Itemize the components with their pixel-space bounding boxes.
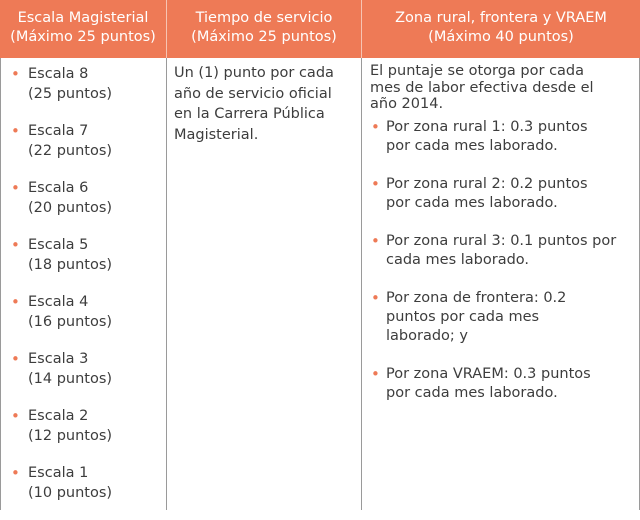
scale-points: (10 puntos): [28, 485, 113, 501]
zone-line: Por zona rural 3: 0.1 puntos por: [386, 233, 617, 249]
list-item: [362, 365, 639, 415]
header-escala-magisterial: [0, 0, 167, 58]
bullet-icon: •: [11, 65, 20, 83]
zone-intro: [370, 63, 638, 113]
service-line: en la Carrera Pública: [174, 106, 325, 122]
header-title: Escala Magisterial: [17, 10, 149, 26]
header-max: (Máximo 40 puntos): [428, 29, 574, 45]
table-header: [0, 0, 640, 58]
scale-text: [28, 406, 112, 446]
intro-line: año 2014.: [370, 96, 444, 112]
scale-text: [28, 292, 112, 332]
zone-text: [386, 289, 638, 346]
bullet-icon: •: [11, 407, 20, 425]
list-item: [1, 178, 167, 235]
bullet-icon: •: [11, 236, 20, 254]
zone-line: por cada mes laborado.: [386, 138, 558, 154]
scale-name: Escala 2: [28, 408, 89, 424]
bullet-icon: •: [11, 464, 20, 482]
scale-text: [28, 235, 112, 275]
zone-line: por cada mes laborado.: [386, 385, 558, 401]
service-line: año de servicio oficial: [174, 85, 332, 102]
header-zona-rural: [362, 0, 640, 58]
scale-name: Escala 6: [28, 180, 89, 196]
scale-points: (16 puntos): [28, 314, 113, 330]
scale-points: (18 puntos): [28, 257, 113, 273]
column-escala-magisterial: [0, 58, 167, 510]
header-max: (Máximo 25 puntos): [191, 29, 337, 45]
scale-text: [28, 121, 112, 161]
bullet-icon: •: [11, 122, 20, 140]
column-zona-rural: [362, 58, 640, 510]
header-max: (Máximo 25 puntos): [10, 29, 156, 45]
header-title: Zona rural, frontera y VRAEM: [395, 10, 607, 26]
bullet-icon: •: [11, 179, 20, 197]
bullet-icon: •: [371, 365, 380, 383]
scale-name: Escala 1: [28, 465, 89, 481]
scale-points: (12 puntos): [28, 428, 113, 444]
scale-name: Escala 4: [28, 294, 89, 310]
zone-text: [386, 175, 638, 213]
list-item: [1, 64, 167, 121]
zone-text: [386, 118, 638, 156]
list-item: [1, 121, 167, 178]
zone-line: puntos por cada mes: [386, 309, 540, 325]
list-item: [362, 289, 639, 365]
list-item: [362, 118, 639, 175]
bullet-icon: •: [11, 293, 20, 311]
zone-text: [386, 232, 638, 270]
intro-line: El puntaje se otorga por cada: [370, 63, 585, 79]
list-item: [1, 235, 167, 292]
scale-points: (20 puntos): [28, 200, 113, 216]
scale-text: [28, 463, 112, 503]
scale-points: (14 puntos): [28, 371, 113, 387]
column-tiempo-servicio: [167, 58, 362, 510]
zone-line: Por zona de frontera: 0.2: [386, 290, 567, 306]
scale-list: [1, 64, 167, 520]
scale-text: [28, 64, 112, 104]
bullet-icon: •: [371, 175, 380, 193]
scale-name: Escala 3: [28, 351, 89, 367]
header-tiempo-servicio: [167, 0, 362, 58]
zone-line: Por zona rural 1: 0.3 puntos: [386, 119, 588, 135]
list-item: [362, 232, 639, 289]
service-description: [174, 63, 356, 145]
list-item: [1, 406, 167, 463]
scale-text: [28, 349, 112, 389]
bullet-icon: •: [371, 118, 380, 136]
table-body: [0, 58, 640, 510]
intro-line: mes de labor efectiva desde el: [370, 79, 594, 96]
scale-name: Escala 5: [28, 237, 89, 253]
zone-line: Por zona rural 2: 0.2 puntos: [386, 176, 588, 192]
list-item: [1, 349, 167, 406]
header-title: Tiempo de servicio: [195, 10, 333, 26]
scale-points: (25 puntos): [28, 86, 113, 102]
bullet-icon: •: [371, 232, 380, 250]
bullet-icon: •: [371, 289, 380, 307]
scale-name: Escala 7: [28, 123, 89, 139]
list-item: [362, 175, 639, 232]
zone-line: cada mes laborado.: [386, 252, 530, 268]
service-line: Un (1) punto por cada: [174, 65, 334, 81]
zone-line: por cada mes laborado.: [386, 195, 558, 211]
scale-name: Escala 8: [28, 66, 89, 82]
bullet-icon: •: [11, 350, 20, 368]
scale-points: (22 puntos): [28, 143, 113, 159]
list-item: [1, 463, 167, 520]
service-line: Magisterial.: [174, 126, 259, 143]
zone-list: [362, 118, 639, 415]
zone-text: [386, 365, 638, 403]
scale-text: [28, 178, 112, 218]
zone-line: Por zona VRAEM: 0.3 puntos: [386, 366, 591, 382]
list-item: [1, 292, 167, 349]
zone-line: laborado; y: [386, 328, 468, 344]
